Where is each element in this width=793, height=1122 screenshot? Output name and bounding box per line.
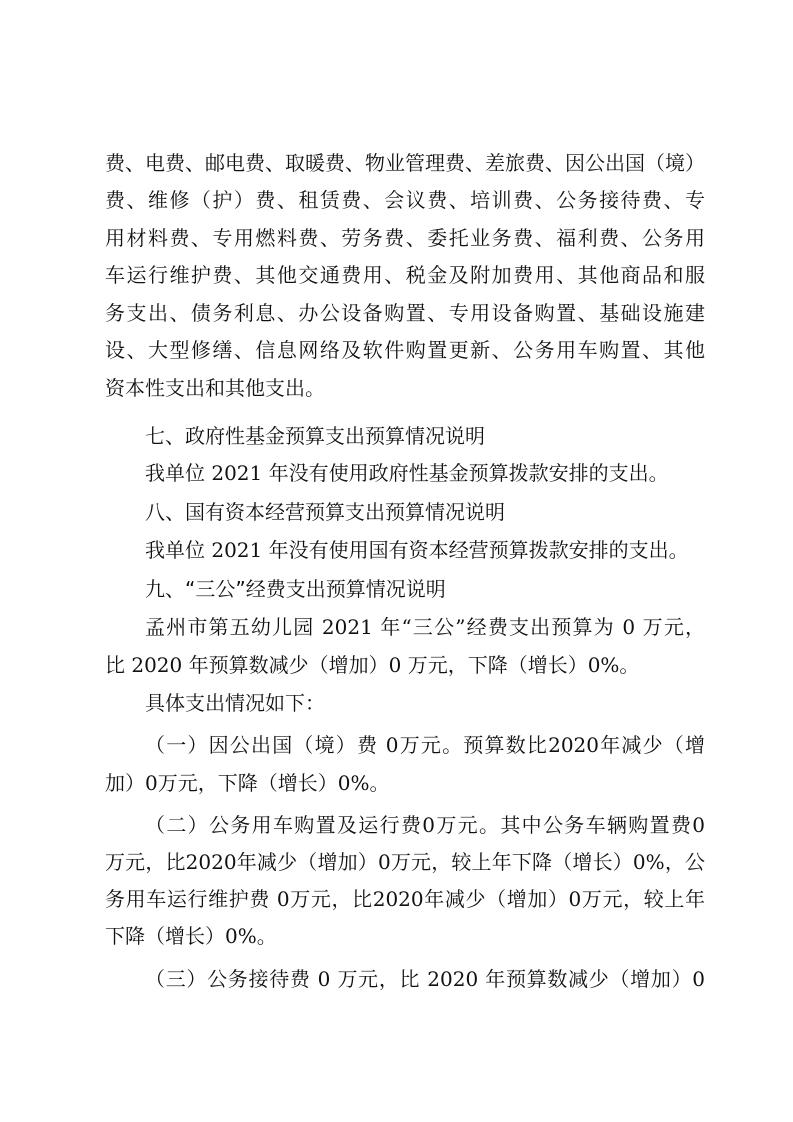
body-line: （三）公务接待费 0 万元，比 2020 年预算数减少（增加）0: [145, 967, 705, 991]
body-line: 孟州市第五幼儿园 2021 年“三公”经费支出预算为 0 万元，: [145, 615, 705, 639]
body-line: 费、电费、邮电费、取暖费、物业管理费、差旅费、因公出国（境）: [105, 151, 705, 175]
body-line: 下降（增长）0%。: [105, 924, 277, 948]
body-line: 比 2020 年预算数减少（增加）0 万元，下降（增长）0%。: [105, 653, 640, 677]
body-line: （一）因公出国（境）费 0万元。预算数比2020年减少（增: [145, 733, 705, 757]
body-line: 务支出、债务利息、办公设备购置、专用设备购置、基础设施建: [105, 301, 705, 325]
body-line: 具体支出情况如下：: [145, 691, 325, 715]
section-heading: 九、“三公”经费支出预算情况说明: [145, 577, 446, 601]
body-line: 务用车运行维护费 0万元，比2020年减少（增加）0万元，较上年: [105, 887, 705, 911]
body-line: 万元，比2020年减少（增加）0万元，较上年下降（增长）0%，公: [105, 850, 705, 874]
section-heading: 七、政府性基金预算支出预算情况说明: [145, 424, 485, 448]
body-line: 用材料费、专用燃料费、劳务费、委托业务费、福利费、公务用: [105, 226, 705, 250]
body-line: 我单位 2021 年没有使用国有资本经营预算拨款安排的支出。: [145, 538, 689, 562]
body-line: （二）公务用车购置及运行费0万元。其中公务车辆购置费0: [145, 813, 705, 837]
section-heading: 八、国有资本经营预算支出预算情况说明: [145, 500, 505, 524]
body-line: 费、维修（护）费、租赁费、会议费、培训费、公务接待费、专: [105, 188, 705, 212]
body-line: 设、大型修缮、信息网络及软件购置更新、公务用车购置、其他: [105, 338, 705, 362]
body-line: 车运行维护费、其他交通费用、税金及附加费用、其他商品和服: [105, 263, 705, 287]
body-line: 资本性支出和其他支出。: [105, 376, 325, 400]
body-line: 我单位 2021 年没有使用政府性基金预算拨款安排的支出。: [145, 461, 669, 485]
body-line: 加）0万元，下降（增长）0%。: [105, 771, 390, 795]
